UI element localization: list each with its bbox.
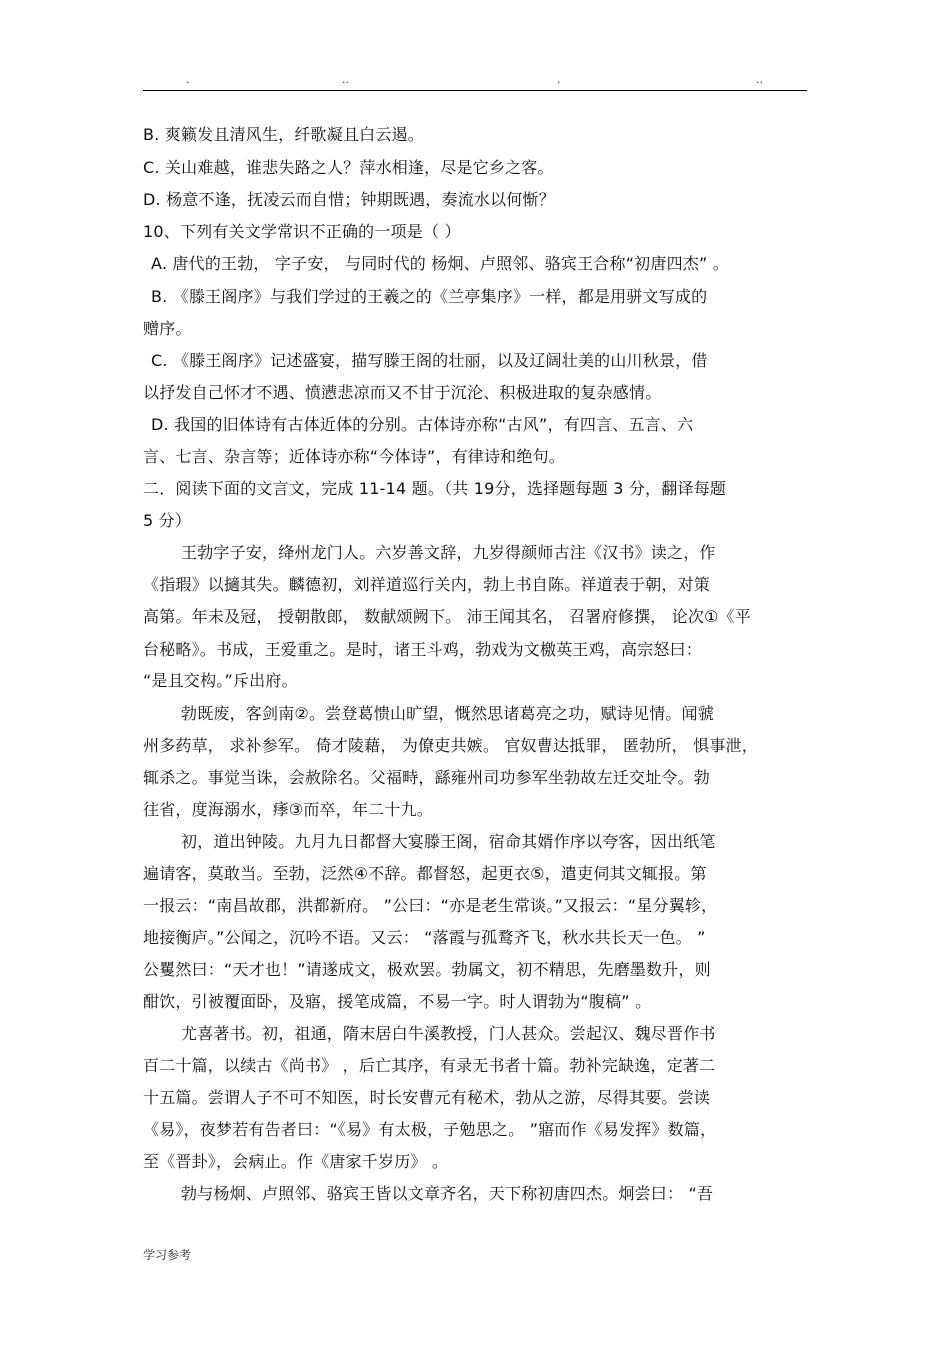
paragraph-1-line: 《指瑕》以擿其失。麟德初，刘祥道巡行关内，勃上书自陈。祥道表于朝，对策 — [143, 575, 711, 594]
paragraph-3-line: 初，道出钟陵。九月九日都督大宴滕王阁，宿命其婿作序以夸客，因出纸笔 — [181, 832, 716, 851]
paragraph-3-line: 一报云：“南昌故郡，洪都新府。 ”公曰：“亦是老生常谈。”又报云：“星分翼轸， — [143, 896, 718, 915]
section-2-heading: 二．阅读下面的文言文，完成 11-14 题。（共 19分，选择题每题 3 分，翻译每题 — [143, 479, 727, 498]
q10-option-d: D. 我国的旧体诗有古体近体的分别。古体诗亦称“古风”，有四言、五言、六 — [151, 415, 694, 434]
paragraph-4-line: 《易》，夜梦若有告者曰：“《易》有太极，子勉思之。 ”寤而作《易发挥》数篇， — [143, 1120, 717, 1139]
q10-option-c-cont: 以抒发自己怀才不遇、愤懑悲凉而又不甘于沉沦、积极进取的复杂感情。 — [143, 383, 662, 402]
paragraph-1-line: 王勃字子安，绛州龙门人。六岁善文辞，九岁得颜师古注《汉书》读之，作 — [181, 543, 716, 562]
paragraph-3-line: 公矍然曰：“天才也！”请遂成文，极欢罢。勃属文，初不精思，先磨墨数升，则 — [143, 960, 711, 979]
page-footer: 学习参考 — [143, 1248, 192, 1262]
header-rule — [143, 90, 807, 91]
paragraph-2-line: 勃既废，客剑南②。尝登葛愦山旷望，慨然思诸葛亮之功，赋诗见情。闻虢 — [181, 704, 714, 723]
paragraph-2-line: 往省，度海溺水，痵③而卒，年二十九。 — [143, 800, 433, 819]
q10-option-d-cont: 言、七言、杂言等；近体诗亦称“今体诗”，有律诗和绝句。 — [143, 447, 565, 466]
paragraph-4-line: 尤喜著书。初，祖通，隋末居白牛溪教授，门人甚众。尝起汉、魏尽晋作书 — [181, 1024, 716, 1043]
q10-option-a: A. 唐代的王勃， 字子安， 与同时代的 杨炯、卢照邻、骆宾王合称“初唐四杰” 。 — [151, 254, 729, 273]
q10-option-b-cont: 赠序。 — [143, 319, 192, 338]
section-2-heading-cont: 5 分） — [143, 511, 192, 530]
header-mark: . — [186, 73, 190, 86]
q10-option-b: B. 《滕王阁序》与我们学过的王羲之的《兰亭集序》一样，都是用骈文写成的 — [151, 287, 708, 306]
paragraph-4-line: 至《晋卦》，会病止。作《唐家千岁历》 。 — [143, 1152, 449, 1171]
option-b: B. 爽籁发且清风生，纤歌凝且白云遏。 — [143, 125, 424, 144]
header-mark: .. — [756, 73, 763, 86]
question-10: 10、下列有关文学常识不正确的一项是（ ） — [143, 222, 461, 241]
paragraph-5-line: 勃与杨炯、卢照邻、骆宾王皆以文章齐名，天下称初唐四杰。炯尝曰： “吾 — [181, 1184, 714, 1203]
paragraph-4-line: 百二十篇，以续古《尚书》 ，后亡其序，有录无书者十篇。勃补完缺逸，定著二 — [143, 1056, 716, 1075]
option-c: C. 关山难越，谁悲失路之人？萍水相逢，尽是它乡之客。 — [143, 158, 554, 177]
paragraph-2-line: 辄杀之。事觉当诛，会赦除名。父福畤，繇雍州司功参军坐勃故左迁交址令。勃 — [143, 768, 711, 787]
paragraph-2-line: 州多药草， 求补参军。 倚才陵藉， 为僚吏共嫉。 官奴曹达抵罪， 匿勃所， 惧事泄， — [143, 736, 758, 755]
q10-option-c: C. 《滕王阁序》记述盛宴，描写滕王阁的壮丽，以及辽阔壮美的山川秋景，借 — [151, 351, 708, 370]
paragraph-3-line: 地接衡庐。”公闻之，沉吟不语。又云： “落霞与孤鹜齐飞，秋水共长天一色。 ” — [143, 928, 706, 947]
header-mark: . — [557, 73, 561, 86]
paragraph-1-line: 台秘略》。书成，王爱重之。是时，诸王斗鸡，勃戏为文檄英王鸡，高宗怒曰： — [143, 640, 703, 659]
paragraph-1-line: 高第。年未及冠， 授朝散郎， 数献颂阙下。 沛王闻其名， 召署府修撰， 论次①《平 — [143, 607, 751, 626]
paragraph-3-line: 遍请客，莫敢当。至勃，泛然④不辞。都督怒，起更衣⑤，遣吏伺其文辄报。第 — [143, 864, 707, 883]
paragraph-1-line: “是且交构。”斥出府。 — [143, 671, 298, 690]
option-d: D. 杨意不逢，抚凌云而自惜；钟期既遇，奏流水以何惭？ — [143, 190, 555, 209]
header-mark: .. — [342, 73, 349, 86]
paragraph-4-line: 十五篇。尝谓人子不可不知医，时长安曹元有秘术，勃从之游，尽得其要。尝读 — [143, 1088, 711, 1107]
paragraph-3-line: 酣饮，引被覆面卧，及寤，援笔成篇，不易一字。时人谓勃为“腹稿” 。 — [143, 992, 652, 1011]
